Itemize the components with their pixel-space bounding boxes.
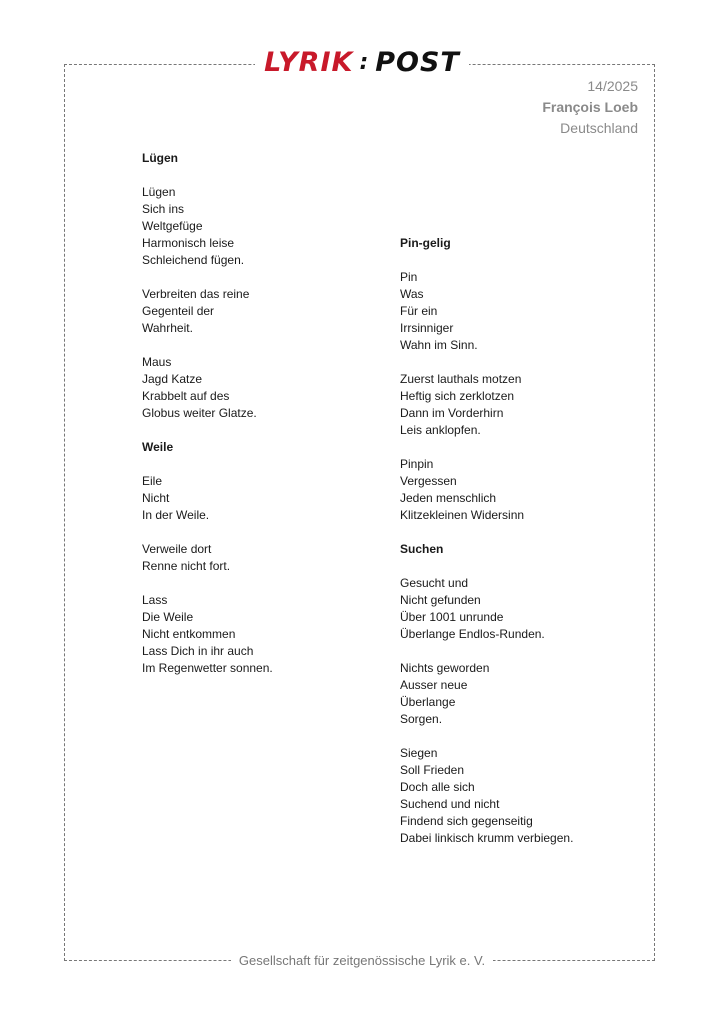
stanza — [142, 354, 382, 422]
issue-number: 14/2025 — [587, 78, 638, 94]
stanza — [142, 473, 382, 524]
logo-post-text: POST — [375, 46, 460, 78]
poem-line: Nicht — [142, 491, 170, 505]
left-column — [142, 150, 382, 694]
poem-line: Gegenteil der — [142, 304, 215, 318]
logo-lyrik-text: LYRIK — [264, 46, 354, 78]
poem-line: Dabei linkisch krumm verbiegen. — [400, 831, 574, 845]
poem-line: Nicht gefunden — [400, 593, 481, 607]
poem-line: Ausser neue — [400, 678, 468, 692]
poem-line: Renne nicht fort. — [142, 559, 231, 573]
poem-line: Verweile dort — [142, 542, 212, 556]
stanza — [400, 660, 640, 728]
poem-line: Pinpin — [400, 457, 434, 471]
poem — [400, 235, 640, 524]
stanza — [400, 456, 640, 524]
poem-line: Im Regenwetter sonnen. — [142, 661, 273, 675]
poem-line: Findend sich gegenseitig — [400, 814, 533, 828]
poem-line: Sorgen. — [400, 712, 443, 726]
right-column — [400, 235, 640, 864]
poem-line: Harmonisch leise — [142, 236, 235, 250]
author-country: Deutschland — [560, 120, 638, 136]
footer-text: Gesellschaft für zeitgenössische Lyrik e. V. — [231, 953, 493, 968]
poem-line: Sich ins — [142, 202, 185, 216]
poem-line: Eile — [142, 474, 163, 488]
poem-title: Weile — [142, 440, 174, 454]
poem-line: Dann im Vorderhirn — [400, 406, 504, 420]
stanza — [400, 371, 640, 439]
poem-line: Wahrheit. — [142, 321, 193, 335]
stanza — [400, 575, 640, 643]
author-name: François Loeb — [542, 99, 638, 115]
poem-line: Globus weiter Glatze. — [142, 406, 257, 420]
poem-line: Zuerst lauthals motzen — [400, 372, 522, 386]
poem-meta — [542, 76, 638, 139]
stanza — [400, 269, 640, 354]
poem-title: Suchen — [400, 542, 444, 556]
poem-line: Nicht entkommen — [142, 627, 236, 641]
poem-line: Lügen — [142, 185, 176, 199]
poem-line: Soll Frieden — [400, 763, 465, 777]
poem-line: Maus — [142, 355, 172, 369]
poem-line: Jagd Katze — [142, 372, 203, 386]
poem-line: Lass Dich in ihr auch — [142, 644, 254, 658]
poem-line: Lass — [142, 593, 168, 607]
poem-line: Suchend und nicht — [400, 797, 500, 811]
poem-line: Verbreiten das reine — [142, 287, 250, 301]
logo-colon: : — [359, 49, 370, 75]
poem-line: Krabbelt auf des — [142, 389, 230, 403]
poem-line: Für ein — [400, 304, 438, 318]
stanza — [400, 745, 640, 847]
poem-line: Vergessen — [400, 474, 457, 488]
poem-line: Heftig sich zerklotzen — [400, 389, 515, 403]
poem-line: Was — [400, 287, 424, 301]
poem-line: Leis anklopfen. — [400, 423, 481, 437]
poem — [142, 439, 382, 677]
poem-line: Jeden menschlich — [400, 491, 497, 505]
stanza — [142, 184, 382, 269]
poem-line: In der Weile. — [142, 508, 210, 522]
poem-line: Irrsinniger — [400, 321, 454, 335]
stanza — [142, 592, 382, 677]
poem-line: Pin — [400, 270, 418, 284]
poem-line: Gesucht und — [400, 576, 469, 590]
poem-line: Die Weile — [142, 610, 194, 624]
poem-line: Wahn im Sinn. — [400, 338, 478, 352]
poem-line: Siegen — [400, 746, 438, 760]
poem — [142, 150, 382, 422]
stanza — [142, 541, 382, 575]
poem-line: Weltgefüge — [142, 219, 203, 233]
lyrik-post-logo — [255, 42, 469, 82]
poem-line: Klitzekleinen Widersinn — [400, 508, 525, 522]
poem-line: Überlange — [400, 695, 456, 709]
poem-line: Nichts geworden — [400, 661, 490, 675]
stanza — [142, 286, 382, 337]
poem-line: Schleichend fügen. — [142, 253, 245, 267]
poem-title: Pin-gelig — [400, 236, 451, 250]
poem-line: Über 1001 unrunde — [400, 610, 504, 624]
poem — [400, 541, 640, 847]
poem-line: Überlange Endlos-Runden. — [400, 627, 545, 641]
poem-line: Doch alle sich — [400, 780, 475, 794]
poem-title: Lügen — [142, 151, 178, 165]
footer — [0, 952, 724, 970]
